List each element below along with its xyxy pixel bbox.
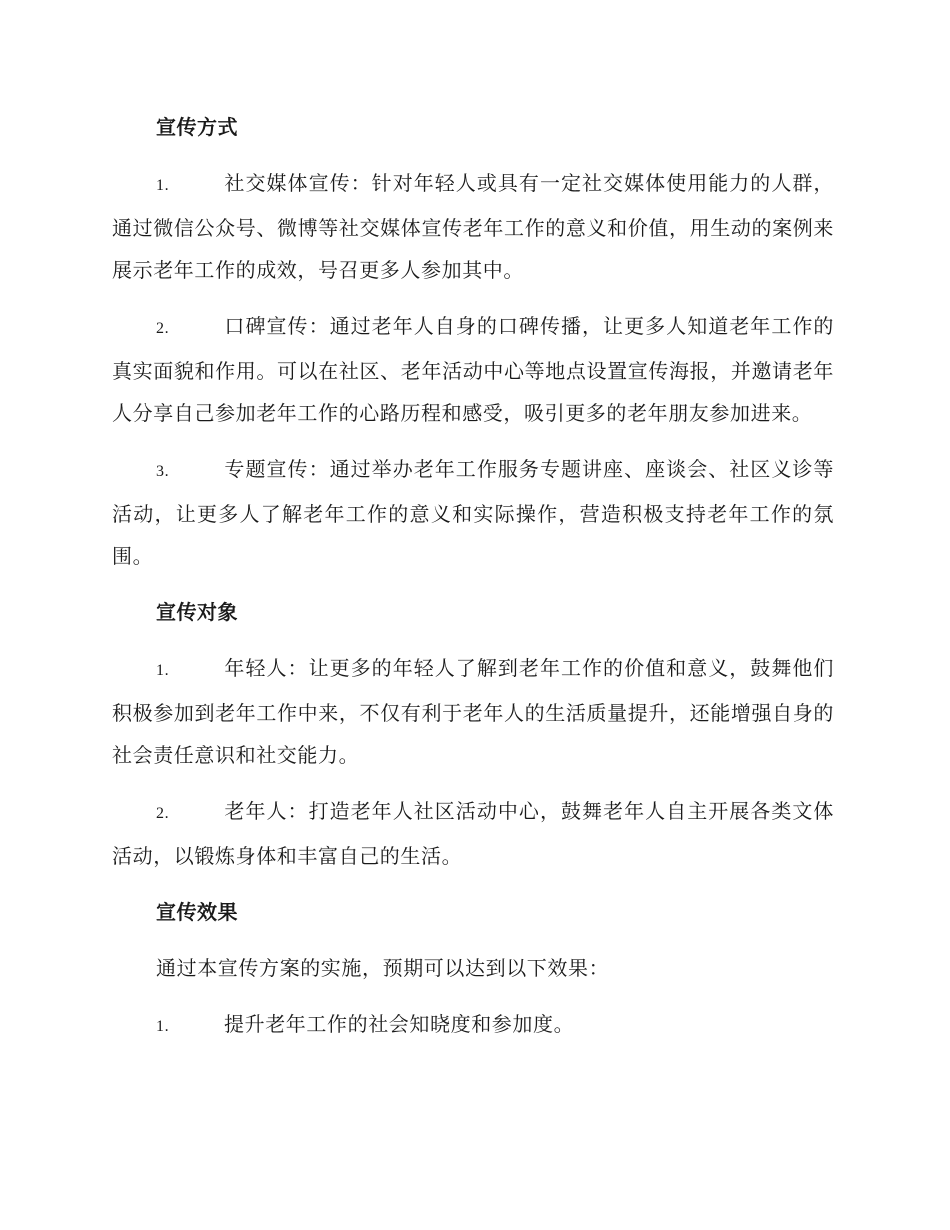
list-number: 1. [156,662,170,679]
list-item-text: 社交媒体宣传：针对年轻人或具有一定社交媒体使用能力的人群，通过微信公众号、微博等社交媒体宣传老年工作的意义和价值，用生动的案例来展示老年工作的成效，号召更多人参加其中。 [112,171,834,282]
list-item-text: 提升老年工作的社会知晓度和参加度。 [224,1012,575,1036]
list-number: 1. [156,1018,170,1035]
section-intro: 通过本宣传方案的实施，预期可以达到以下效果： [156,956,610,980]
list-item-text: 专题宣传：通过举办老年工作服务专题讲座、座谈会、社区义诊等活动，让更多人了解老年工作的意义和实际操作，营造积极支持老年工作的氛围。 [112,457,834,568]
list-number: 1. [156,177,170,194]
section-heading-audience: 宣传对象 [156,600,238,624]
list-number: 3. [156,463,170,480]
section-heading-methods: 宣传方式 [156,115,238,139]
list-number: 2. [156,320,170,337]
section-heading-effects: 宣传效果 [156,900,238,924]
document-page [112,106,834,1062]
list-item [112,1003,834,1048]
list-item-text: 老年人：打造老年人社区活动中心，鼓舞老年人自主开展各类文体活动，以锻炼身体和丰富自己的生活。 [112,799,834,868]
list-item [112,647,834,776]
list-item [112,305,834,434]
list-item [112,790,834,877]
list-item-text: 年轻人：让更多的年轻人了解到老年工作的价值和意义，鼓舞他们积极参加到老年工作中来，不仅有利于老年人的生活质量提升，还能增强自身的社会责任意识和社交能力。 [112,656,834,767]
list-item [112,162,834,291]
list-number: 2. [156,805,170,822]
list-item-text: 口碑宣传：通过老年人自身的口碑传播，让更多人知道老年工作的真实面貌和作用。可以在社区、老年活动中心等地点设置宣传海报，并邀请老年人分享自己参加老年工作的心路历程和感受，吸引更多的老年朋友参加进来。 [112,314,834,425]
list-item [112,448,834,577]
